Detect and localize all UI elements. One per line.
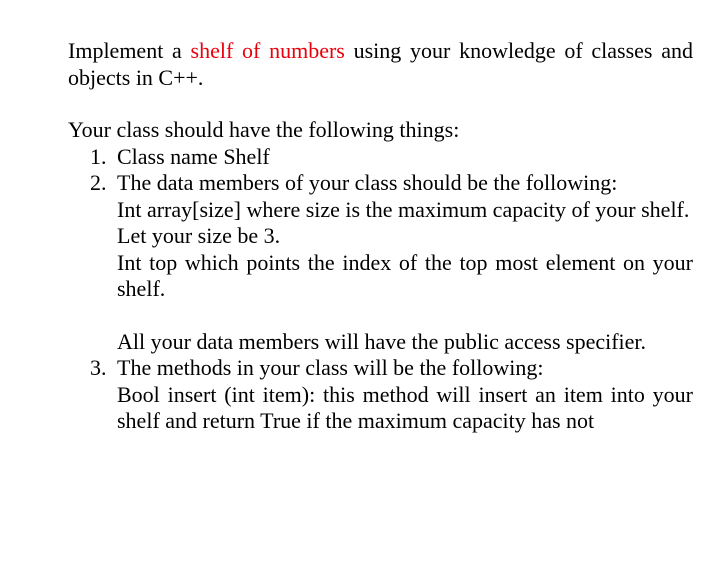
list-number: 2. xyxy=(90,170,107,195)
paragraph-spacer xyxy=(68,91,693,117)
intro-text-end: using your knowledge of classes and objects in C++. xyxy=(68,38,693,90)
list-number: 3. xyxy=(90,355,107,380)
intro-paragraph xyxy=(68,38,693,91)
lead-text: Your class should have the following things: xyxy=(68,117,460,142)
list-number: 1. xyxy=(90,143,107,169)
list-item-text: The data members of your class should be the following: xyxy=(117,170,618,195)
highlighted-phrase: shelf of numbers xyxy=(190,38,345,63)
data-member-array: Int array[size] where size is the maximum capacity of your shelf. xyxy=(117,196,690,222)
list-item-text: Class name Shelf xyxy=(117,143,270,169)
method-insert-description: Bool insert (int item): this method will insert an item into your shelf and return True if the maximum capacity has not xyxy=(117,381,693,433)
list-item-text: The methods in your class will be the following: xyxy=(117,355,544,380)
document-page xyxy=(68,38,693,435)
size-note: Let your size be 3. xyxy=(117,223,281,248)
requirements-list xyxy=(68,144,693,435)
list-item-1 xyxy=(68,144,693,171)
detail-spacer xyxy=(117,303,693,329)
list-item-3 xyxy=(68,355,693,435)
data-member-top: Int top which points the index of the top most element on your shelf. xyxy=(117,249,693,301)
list-item-2 xyxy=(68,170,693,355)
access-specifier-note: All your data members will have the public access specifier. xyxy=(117,328,647,354)
intro-text-start: Implement a xyxy=(68,38,191,63)
